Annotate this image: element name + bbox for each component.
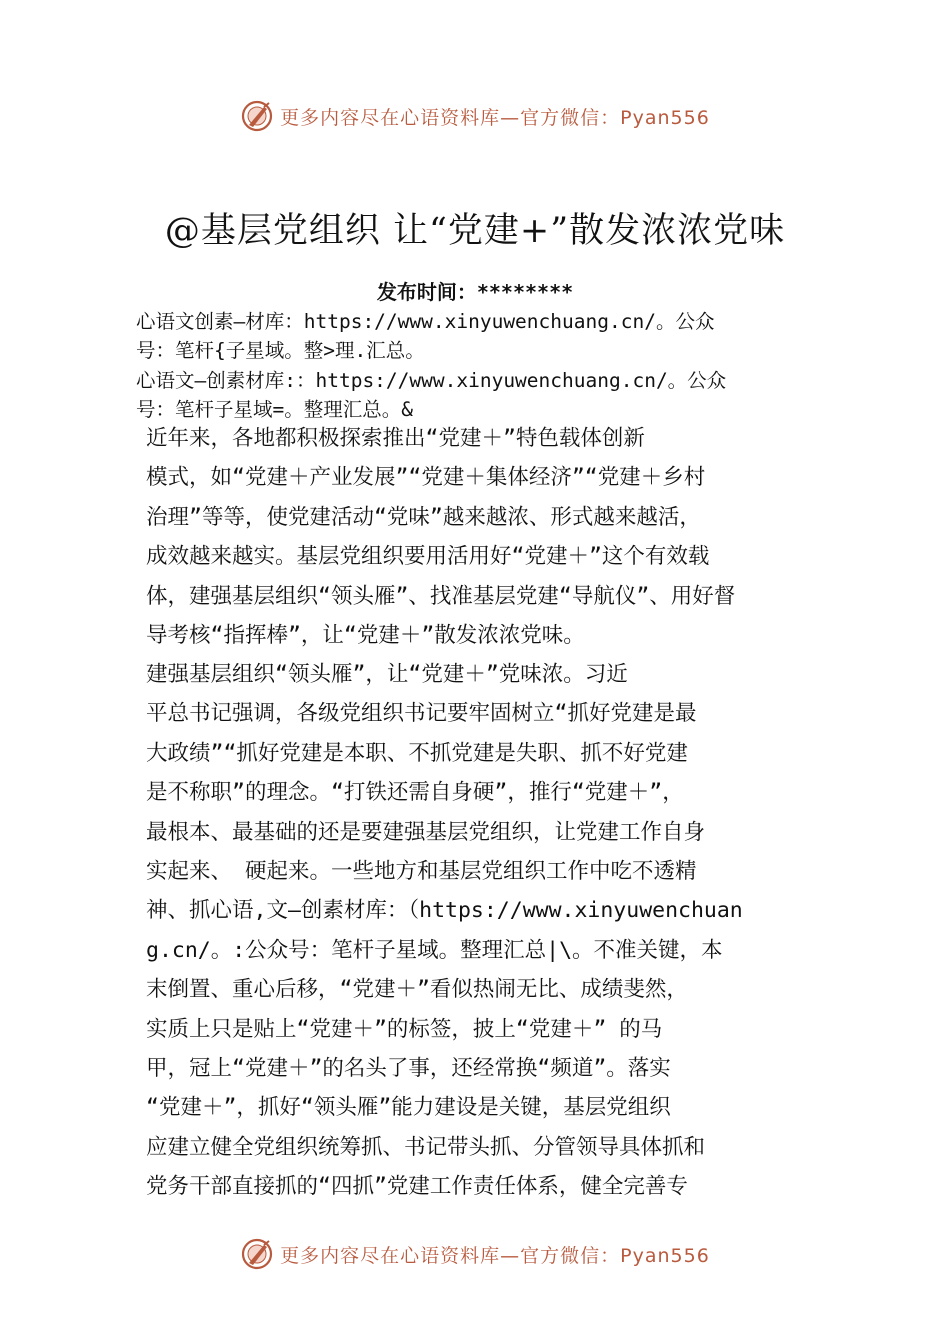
paragraph-line: 大政绩”“抓好党建是本职、不抓党建是失职、抓不好党建 bbox=[146, 740, 688, 766]
watermark-banner-top bbox=[0, 94, 950, 138]
paragraph-line: 实起来、 硬起来。一些地方和基层党组织工作中吃不透精 bbox=[146, 858, 697, 884]
paragraph-line: g.cn/。:公众号：笔杆子星域。整理汇总|\。不准关键，本 bbox=[146, 937, 723, 963]
paragraph bbox=[146, 419, 816, 655]
meta-line: 心语文创素—材库：https://www.xinyuwenchuang.cn/。公众 bbox=[136, 310, 715, 333]
paragraph-line: 平总书记强调，各级党组织书记要牢固树立“抓好党建是最 bbox=[146, 701, 697, 727]
meta-line: 号：笔杆子星域=。整理汇总。& bbox=[136, 398, 413, 421]
paragraph-line: 体，建强基层组织“领头雁”、找准基层党建“导航仪”、用好督 bbox=[146, 583, 736, 609]
paragraph-line: 成效越来越实。基层党组织要用活用好“党建＋”这个有效载 bbox=[146, 544, 710, 570]
paragraph-line: 导考核“指挥棒”，让“党建＋”散发浓浓党味。 bbox=[146, 622, 585, 648]
paragraph-line: 应建立健全党组织统筹抓、书记带头抓、分管领导具体抓和 bbox=[146, 1134, 706, 1160]
watermark-text: 更多内容尽在心语资料库—官方微信：Pyan556 bbox=[280, 106, 710, 129]
paragraph-line: 是不称职”的理念。“打铁还需自身硬”，推行“党建＋”， bbox=[146, 780, 684, 806]
paragraph-line: 实质上只是贴上“党建＋”的标签，披上“党建＋” 的马 bbox=[146, 1016, 663, 1042]
paragraph bbox=[146, 655, 816, 1206]
paragraph-line: 模式，如“党建＋产业发展”“党建＋集体经济”“党建＋乡村 bbox=[146, 465, 706, 491]
paragraph-line: 甲，冠上“党建＋”的名头了事，还经常换“频道”。落实 bbox=[146, 1055, 671, 1081]
paragraph-line: “党建＋”，抓好“领头雁”能力建设是关键，基层党组织 bbox=[146, 1095, 671, 1121]
paragraph-line: 最根本、最基础的还是要建强基层党组织，让党建工作自身 bbox=[146, 819, 706, 845]
document-title: @基层党组织 让“党建+”散发浓浓党味 bbox=[164, 211, 786, 251]
paragraph-line: 党务干部直接抓的“四抓”党建工作责任体系，健全完善专 bbox=[146, 1174, 688, 1200]
paragraph-line: 治理”等等，使党建活动“党味”越来越浓、形式越来越活， bbox=[146, 504, 701, 530]
watermark-text: 更多内容尽在心语资料库—官方微信：Pyan556 bbox=[280, 1244, 710, 1267]
quill-seal-icon bbox=[240, 99, 274, 133]
quill-seal-icon bbox=[240, 1237, 274, 1271]
meta-line: 心语文—创素材库:：https://www.xinyuwenchuang.cn/。公众 bbox=[136, 369, 727, 392]
publish-time: 发布时间：******** bbox=[376, 280, 574, 304]
watermark-banner-bottom bbox=[0, 1232, 950, 1276]
paragraph-line: 神、抓心语,文—创素材库：（https://www.xinyuwenchuan bbox=[146, 898, 743, 924]
paragraph-line: 近年来，各地都积极探索推出“党建＋”特色载体创新 bbox=[146, 426, 645, 451]
paragraph-line: 建强基层组织“领头雁”，让“党建＋”党味浓。习近 bbox=[146, 662, 628, 687]
paragraph-line: 末倒置、重心后移，“党建＋”看似热闹无比、成绩斐然， bbox=[146, 977, 688, 1003]
meta-line: 号：笔杆{子星域。整>理.汇总。 bbox=[136, 339, 425, 362]
